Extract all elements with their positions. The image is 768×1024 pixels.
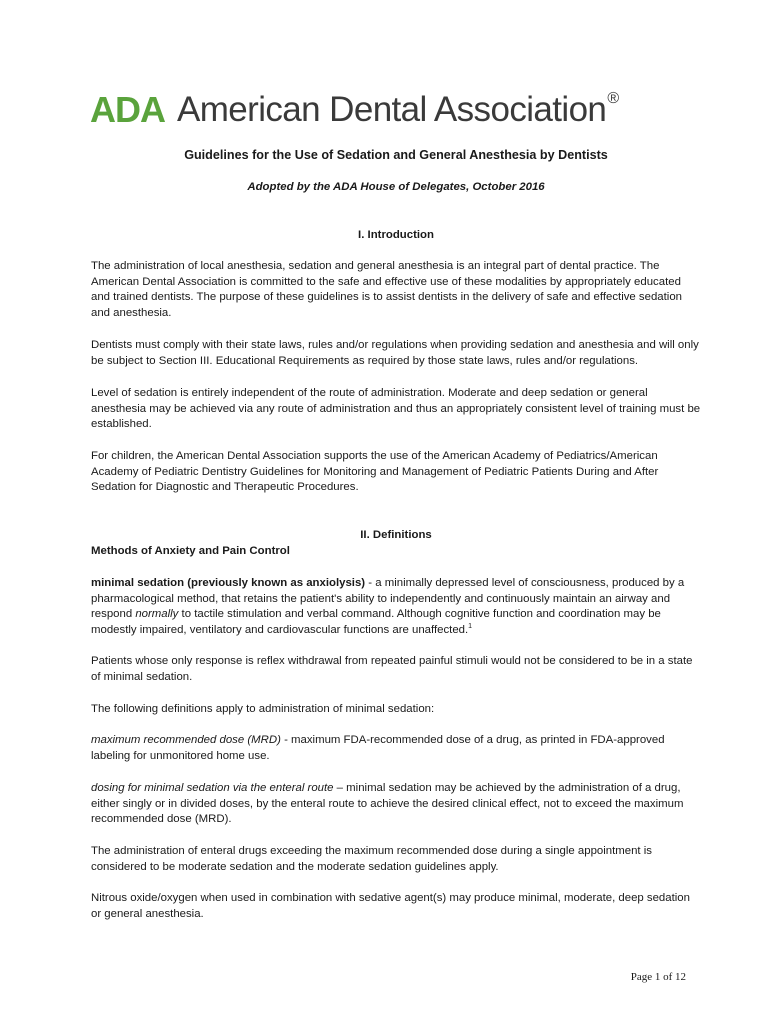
definition-minimal-sedation: minimal sedation (previously known as anxiolysis) - a minimally depressed level of consciousness, produced by a pharmacological method, that retains the patient's ability to independently and continuously maintain an airway and respond normally to tactile stimulation and verbal command. Although cognitive function and coordination may be modestly impaired, ventilatory and cardiovascular functions are unaffected.$^1$ [91, 577, 685, 637]
definition-mrd: maximum recommended dose (MRD) - maximum FDA-recommended dose of a drug, as printed in FDA-approved labeling for unmonitored home use. [91, 734, 665, 762]
term-mrd: maximum recommended dose (MRD) [91, 734, 281, 746]
logo-organization-name: American Dental Association [177, 90, 607, 129]
definition-enteral-dosing: dosing for minimal sedation via the enteral route – minimal sedation may be achieved by the administration of a drug, either singly or in divided doses, by the enteral route to achieve the desired clinical effect, not to exceed the maximum recommended dose (MRD). [91, 782, 684, 826]
section-heading-definitions: II. Definitions [360, 529, 432, 541]
reflex-paragraph: Patients whose only response is reflex withdrawal from repeated painful stimuli would not be considered to be in a state of minimal sedation. [91, 655, 693, 683]
term-enteral-dosing: dosing for minimal sedation via the enteral route [91, 782, 334, 794]
section-heading-introduction: I. Introduction [358, 229, 434, 241]
intro-paragraph-1: The administration of local anesthesia, sedation and general anesthesia is an integral part of dental practice. The American Dental Association is committed to the safe and effective use of these modalities by appropriately educated and trained dentists. The purpose of these guidelines is to assist dentists in the delivery of safe and effective sedation and anesthesia. [91, 260, 682, 320]
intro-paragraph-4: For children, the American Dental Association supports the use of the American Academy of Pediatrics/American Academy of Pediatric Dentistry Guidelines for Monitoring and Management of Pediatric Patients During and After Sedation for Diagnostic and Therapeutic Procedures. [91, 450, 659, 494]
exceed-mrd-paragraph: The administration of enteral drugs exceeding the maximum recommended dose during a single appointment is considered to be moderate sedation and the moderate sedation guidelines apply. [91, 845, 652, 873]
intro-paragraph-3: Level of sedation is entirely independent of the route of administration. Moderate and deep sedation or general anesthesia may be achieved via any route of administration and thus an appropriately consistent level of training must be established. [91, 387, 701, 431]
page-number: Page 1 of 12 [630, 971, 686, 983]
registered-mark: ® [607, 90, 620, 107]
footnote-marker: 1 [468, 623, 473, 631]
following-definitions-paragraph: The following definitions apply to administration of minimal sedation: [91, 703, 435, 715]
subheading-methods: Methods of Anxiety and Pain Control [91, 545, 290, 557]
logo-abbreviation: ADA [90, 89, 165, 130]
adoption-note: Adopted by the ADA House of Delegates, October 2016 [247, 181, 545, 193]
ada-logo [90, 88, 619, 132]
term-minimal-sedation: minimal sedation (previously known as anxiolysis) [91, 577, 366, 589]
document-title: Guidelines for the Use of Sedation and General Anesthesia by Dentists [184, 148, 608, 162]
intro-paragraph-2: Dentists must comply with their state laws, rules and/or regulations when providing sedation and anesthesia and will only be subject to Section III. Educational Requirements as required by those state laws, rules and/or regulations. [91, 339, 699, 367]
nitrous-oxide-paragraph: Nitrous oxide/oxygen when used in combination with sedative agent(s) may produce minimal, moderate, deep sedation or general anesthesia. [91, 892, 690, 920]
